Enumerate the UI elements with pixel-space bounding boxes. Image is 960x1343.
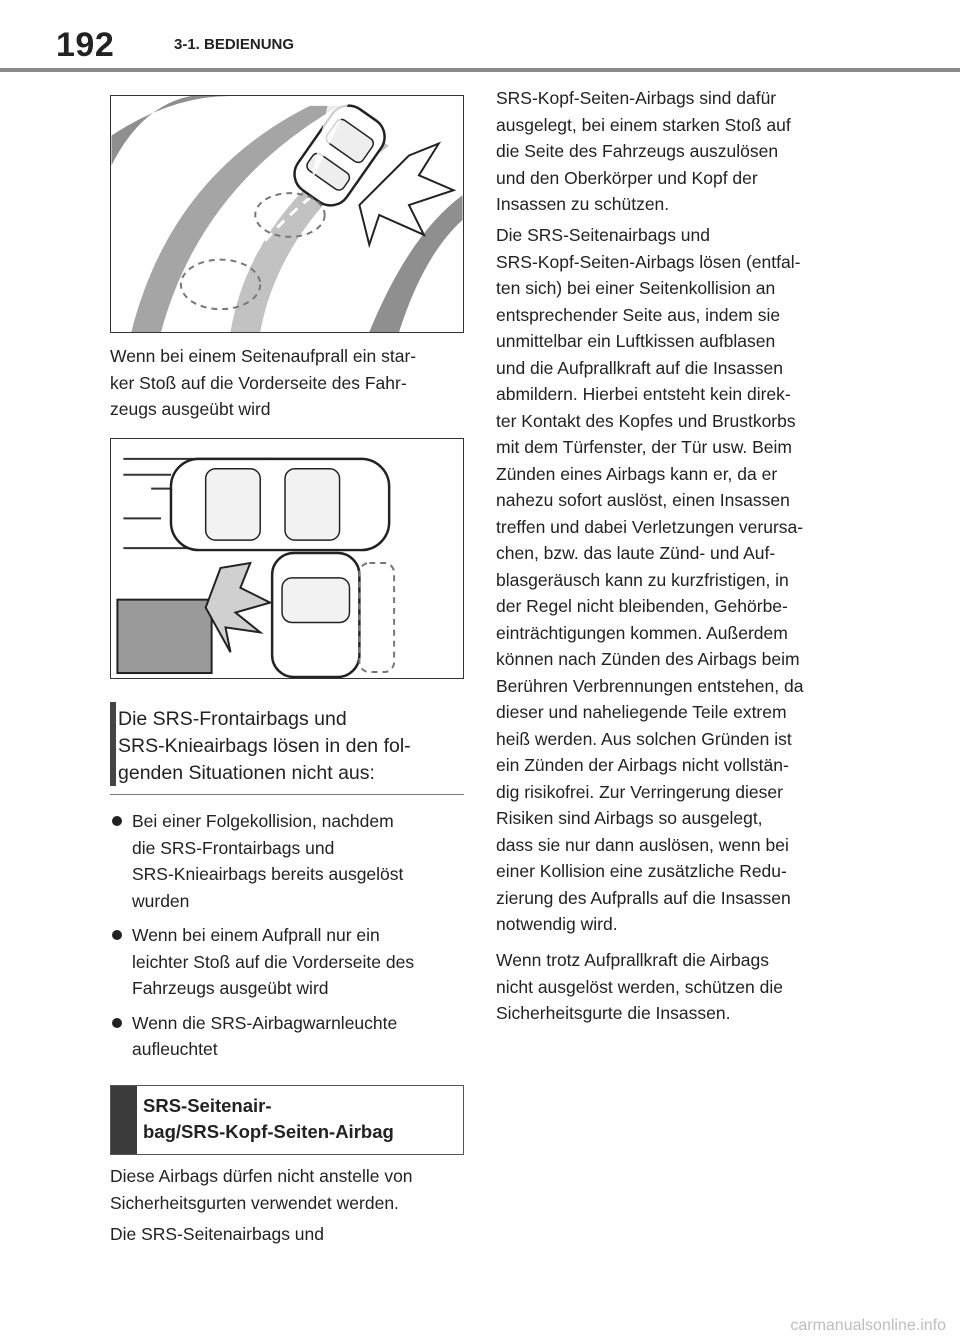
bullet-line: aufleuchtet	[132, 1039, 218, 1059]
right-paragraph-3	[496, 947, 866, 1027]
heading-line: genden Situationen nicht aus:	[118, 762, 375, 784]
paragraph-side-airbags-start	[110, 1221, 470, 1248]
text-line: chen, bzw. das laute Zünd- und Auf-	[496, 543, 776, 563]
list-item	[110, 922, 464, 1002]
section-title: 3-1. BEDIENUNG	[174, 36, 295, 53]
heading-bar	[110, 702, 116, 786]
bullet-line: Wenn die SRS-Airbagwarnleuchte	[132, 1012, 398, 1033]
text-line: die Seite des Fahrzeugs auszulösen	[496, 141, 779, 161]
text-line: abmildern. Hierbei entsteht kein direk-	[496, 384, 791, 404]
text-line: einer Kollision eine zusätzliche Redu-	[496, 861, 787, 881]
subheading-text	[143, 1093, 394, 1145]
caption-line: Wenn bei einem Seitenaufprall ein star-	[110, 346, 417, 366]
caption-line: zeugs ausgeübt wird	[110, 399, 271, 419]
text-line: Berühren Verbrennungen entstehen, da	[496, 675, 804, 696]
text-line: Sicherheitsgurte die Insassen.	[496, 1003, 731, 1023]
text-line: ter Kontakt des Kopfes und Brustkorbs	[496, 410, 796, 431]
text-line: der Regel nicht bleibenden, Gehörbe-	[496, 596, 788, 616]
bullet-line: Bei einer Folgekollision, nachdem	[132, 811, 394, 831]
subheading-side-airbag	[110, 1085, 464, 1155]
text-line: Die SRS-Seitenairbags und	[496, 225, 711, 245]
text-line: notwendig wird.	[496, 914, 618, 934]
subheading-line: bag/SRS-Kopf-Seiten-Airbag	[143, 1121, 394, 1142]
text-line: Wenn trotz Aufprallkraft die Airbags	[496, 950, 770, 970]
bullet-line: Wenn bei einem Aufprall nur ein	[132, 925, 380, 945]
right-paragraph-2	[496, 222, 866, 938]
text-line: nahezu sofort auslöst, einen Insassen	[496, 490, 790, 510]
text-line: heiß werden. Aus solchen Gründen ist	[496, 728, 792, 749]
header-rule	[0, 68, 960, 72]
text-line: Sicherheitsgurten verwendet werden.	[110, 1192, 399, 1213]
figure-side-impact-curve	[110, 95, 464, 333]
list-item	[110, 808, 464, 914]
text-line: nicht ausgelöst werden, schützen die	[496, 976, 783, 997]
text-line: können nach Zünden des Airbags beim	[496, 649, 800, 669]
text-line: Zünden eines Airbags kann er, da er	[496, 463, 778, 484]
text-line: ten sich) bei einer Seitenkollision an	[496, 278, 776, 298]
paragraph-seatbelt-note	[110, 1163, 470, 1216]
heading-text	[118, 706, 464, 787]
text-line: Risiken sind Airbags so ausgelegt,	[496, 808, 763, 828]
bullet-icon	[112, 930, 122, 940]
right-paragraph-1	[496, 85, 866, 218]
text-line: dass sie nur dann auslösen, wenn bei	[496, 834, 789, 855]
text-line: SRS-Kopf-Seiten-Airbags sind dafür	[496, 88, 777, 108]
text-line: blasgeräusch kann zu kurzfristigen, in	[496, 569, 789, 590]
heading-frontairbags	[110, 700, 464, 795]
text-line: Insassen zu schützen.	[496, 194, 670, 214]
text-line: unmittelbar ein Luftkissen aufblasen	[496, 331, 776, 351]
text-line: entsprechender Seite aus, indem sie	[496, 304, 781, 325]
bullet-icon	[112, 816, 122, 826]
heading-line: SRS-Knieairbags lösen in den fol-	[118, 735, 411, 757]
bullet-list	[110, 808, 464, 1071]
watermark: carmanualsonline.info	[790, 1317, 946, 1334]
text-line: SRS-Kopf-Seiten-Airbags lösen (entfal-	[496, 251, 801, 272]
text-line: ein Zünden der Airbags nicht vollstän-	[496, 755, 789, 775]
text-line: ausgelegt, bei einem starken Stoß auf	[496, 114, 791, 135]
subheading-line: SRS-Seitenair-	[143, 1095, 272, 1116]
subheading-tab	[111, 1086, 137, 1154]
caption-line: ker Stoß auf die Vorderseite des Fahr-	[110, 372, 407, 393]
bullet-line: leichter Stoß auf die Vorderseite des	[132, 951, 415, 972]
text-line: mit dem Türfenster, der Tür usw. Beim	[496, 437, 792, 457]
bullet-line: Fahrzeugs ausgeübt wird	[132, 978, 329, 998]
text-line: treffen und dabei Verletzungen verursa-	[496, 516, 804, 537]
text-line: und den Oberkörper und Kopf der	[496, 167, 758, 188]
bullet-line: die SRS-Frontairbags und	[132, 837, 335, 858]
text-line: dieser und naheliegende Teile extrem	[496, 702, 787, 722]
text-line: und die Aufprallkraft auf die Insassen	[496, 357, 783, 378]
bullet-line: SRS-Knieairbags bereits ausgelöst	[132, 864, 404, 884]
text-line: dig risikofrei. Zur Verringerung dieser	[496, 781, 783, 802]
text-line: Die SRS-Seitenairbags und	[110, 1224, 325, 1244]
text-line: einträchtigungen kommen. Außerdem	[496, 622, 788, 643]
figure-front-collision	[110, 438, 464, 679]
text-line: Diese Airbags dürfen nicht anstelle von	[110, 1166, 413, 1186]
caption-figure-1	[110, 343, 470, 423]
bullet-line: wurden	[132, 890, 190, 911]
page-header	[0, 0, 960, 74]
text-line: zierung des Aufpralls auf die Insassen	[496, 887, 791, 908]
list-item	[110, 1010, 464, 1063]
bullet-icon	[112, 1018, 122, 1028]
heading-line: Die SRS-Frontairbags und	[118, 708, 347, 730]
page-number: 192	[56, 26, 115, 64]
